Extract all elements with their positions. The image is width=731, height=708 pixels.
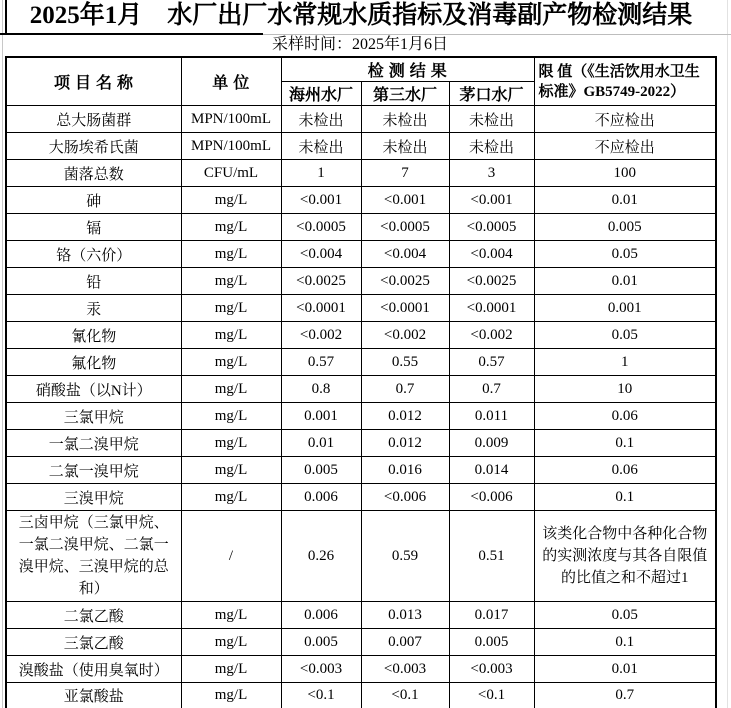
item-name-cell: 三溴甲烷 [6,484,181,511]
result-haizhou-cell: 0.006 [281,484,361,511]
table-row [6,683,716,708]
table-row [6,430,716,457]
limit-cell: 不应检出 [534,106,716,133]
result-disan-cell: <0.001 [361,187,449,214]
table-row [6,602,716,629]
unit-cell: CFU/mL [181,160,281,187]
result-maokou-cell: <0.0025 [449,268,534,295]
unit-cell: mg/L [181,683,281,708]
result-haizhou-cell: <0.004 [281,241,361,268]
limit-cell: 0.1 [534,430,716,457]
result-maokou-cell: 0.017 [449,602,534,629]
result-maokou-cell: 未检出 [449,133,534,160]
unit-cell: mg/L [181,457,281,484]
item-name-cell: 亚氯酸盐 [6,683,181,708]
header-plant-disan: 第三水厂 [361,82,449,106]
item-name-cell: 三氯甲烷 [6,403,181,430]
water-quality-table [5,56,717,708]
header-unit: 单 位 [181,57,281,106]
result-maokou-cell: <0.0005 [449,214,534,241]
result-disan-cell: <0.0001 [361,295,449,322]
table-row [6,322,716,349]
result-haizhou-cell: <0.1 [281,683,361,708]
header-item-name: 项 目 名 称 [6,57,181,106]
report-document [5,0,715,708]
result-haizhou-cell: 0.26 [281,511,361,602]
unit-cell: MPN/100mL [181,106,281,133]
unit-cell: mg/L [181,403,281,430]
limit-cell: 不应检出 [534,133,716,160]
header-test-results: 检 测 结 果 [281,57,534,82]
item-name-cell: 菌落总数 [6,160,181,187]
item-name-cell: 镉 [6,214,181,241]
result-maokou-cell: 0.57 [449,349,534,376]
result-haizhou-cell: 0.001 [281,403,361,430]
result-disan-cell: <0.002 [361,322,449,349]
result-disan-cell: <0.0005 [361,214,449,241]
unit-cell: mg/L [181,349,281,376]
item-name-cell: 三卤甲烷（三氯甲烷、一氯二溴甲烷、二氯一溴甲烷、三溴甲烷的总和） [6,511,181,602]
limit-cell: 0.05 [534,602,716,629]
limit-cell: 10 [534,376,716,403]
table-row [6,403,716,430]
table-row [6,295,716,322]
limit-cell: 100 [534,160,716,187]
result-disan-cell: 0.016 [361,457,449,484]
result-maokou-cell: 0.009 [449,430,534,457]
result-disan-cell: 7 [361,160,449,187]
item-name-cell: 大肠埃希氏菌 [6,133,181,160]
result-disan-cell: 0.012 [361,403,449,430]
unit-cell: mg/L [181,430,281,457]
item-name-cell: 二氯乙酸 [6,602,181,629]
sampling-time: 采样时间：2025年1月6日 [271,36,448,53]
result-haizhou-cell: 0.8 [281,376,361,403]
result-disan-cell: 0.013 [361,602,449,629]
result-haizhou-cell: 1 [281,160,361,187]
table-row [6,160,716,187]
item-name-cell: 铅 [6,268,181,295]
unit-cell: mg/L [181,268,281,295]
result-haizhou-cell: <0.0001 [281,295,361,322]
result-maokou-cell: 0.7 [449,376,534,403]
limit-cell: 0.06 [534,457,716,484]
result-maokou-cell: <0.0001 [449,295,534,322]
item-name-cell: 三氯乙酸 [6,629,181,656]
header-plant-maokou: 茅口水厂 [449,82,534,106]
unit-cell: mg/L [181,322,281,349]
result-haizhou-cell: <0.003 [281,656,361,683]
item-name-cell: 溴酸盐（使用臭氧时） [6,656,181,683]
table-header [6,57,716,106]
unit-cell: mg/L [181,295,281,322]
result-maokou-cell: 3 [449,160,534,187]
limit-cell: 0.01 [534,187,716,214]
report-title: 2025年1月 水厂出厂水常规水质指标及消毒副产物检测结果 [5,0,715,33]
table-row [6,241,716,268]
table-row [6,106,716,133]
limit-cell: 0.1 [534,629,716,656]
unit-cell: MPN/100mL [181,133,281,160]
result-maokou-cell: 0.51 [449,511,534,602]
limit-cell: 0.06 [534,403,716,430]
result-disan-cell: 0.012 [361,430,449,457]
table-row [6,484,716,511]
result-haizhou-cell: 0.57 [281,349,361,376]
item-name-cell: 氟化物 [6,349,181,376]
unit-cell: mg/L [181,187,281,214]
header-plant-haizhou: 海州水厂 [281,82,361,106]
result-haizhou-cell: <0.0005 [281,214,361,241]
table-row [6,376,716,403]
result-disan-cell: <0.004 [361,241,449,268]
limit-cell: 0.05 [534,322,716,349]
result-haizhou-cell: 0.006 [281,602,361,629]
result-haizhou-cell: 未检出 [281,133,361,160]
table-row [6,214,716,241]
result-maokou-cell: <0.1 [449,683,534,708]
header-limit: 限 值（《生活饮用水卫生标准》GB5749-2022） [534,57,716,106]
result-disan-cell: <0.1 [361,683,449,708]
unit-cell: mg/L [181,484,281,511]
result-maokou-cell: <0.002 [449,322,534,349]
result-maokou-cell: 0.005 [449,629,534,656]
spreadsheet-gridline-right [727,0,728,708]
item-name-cell: 砷 [6,187,181,214]
result-haizhou-cell: <0.001 [281,187,361,214]
item-name-cell: 硝酸盐（以N计） [6,376,181,403]
result-disan-cell: <0.003 [361,656,449,683]
table-row [6,349,716,376]
item-name-cell: 总大肠菌群 [6,106,181,133]
unit-cell: mg/L [181,656,281,683]
result-haizhou-cell: 0.005 [281,629,361,656]
table-row [6,268,716,295]
result-disan-cell: 未检出 [361,133,449,160]
table-row [6,511,716,602]
limit-cell: 0.05 [534,241,716,268]
result-disan-cell: <0.006 [361,484,449,511]
limit-cell: 该类化合物中各种化合物的实测浓度与其各自限值的比值之和不超过1 [534,511,716,602]
table-row [6,457,716,484]
item-name-cell: 氰化物 [6,322,181,349]
unit-cell: / [181,511,281,602]
unit-cell: mg/L [181,629,281,656]
result-disan-cell: 0.55 [361,349,449,376]
result-maokou-cell: <0.001 [449,187,534,214]
item-name-cell: 汞 [6,295,181,322]
unit-cell: mg/L [181,376,281,403]
limit-cell: 0.01 [534,656,716,683]
result-maokou-cell: 未检出 [449,106,534,133]
result-haizhou-cell: <0.002 [281,322,361,349]
table-body [6,106,716,708]
limit-cell: 0.7 [534,683,716,708]
unit-cell: mg/L [181,602,281,629]
result-disan-cell: <0.0025 [361,268,449,295]
table-row [6,187,716,214]
header-row-1 [6,57,716,82]
unit-cell: mg/L [181,241,281,268]
table-row [6,629,716,656]
result-haizhou-cell: 0.005 [281,457,361,484]
result-haizhou-cell: 0.01 [281,430,361,457]
result-maokou-cell: 0.014 [449,457,534,484]
result-maokou-cell: 0.011 [449,403,534,430]
limit-cell: 1 [534,349,716,376]
result-disan-cell: 0.7 [361,376,449,403]
result-disan-cell: 0.007 [361,629,449,656]
limit-cell: 0.01 [534,268,716,295]
result-haizhou-cell: 未检出 [281,106,361,133]
item-name-cell: 一氯二溴甲烷 [6,430,181,457]
table-row [6,656,716,683]
limit-cell: 0.1 [534,484,716,511]
table-row [6,133,716,160]
result-disan-cell: 未检出 [361,106,449,133]
unit-cell: mg/L [181,214,281,241]
result-maokou-cell: <0.003 [449,656,534,683]
result-maokou-cell: <0.004 [449,241,534,268]
item-name-cell: 铬（六价） [6,241,181,268]
limit-cell: 0.005 [534,214,716,241]
result-disan-cell: 0.59 [361,511,449,602]
result-haizhou-cell: <0.0025 [281,268,361,295]
limit-cell: 0.001 [534,295,716,322]
item-name-cell: 二氯一溴甲烷 [6,457,181,484]
result-maokou-cell: <0.006 [449,484,534,511]
spreadsheet-gridline-left [2,0,3,708]
